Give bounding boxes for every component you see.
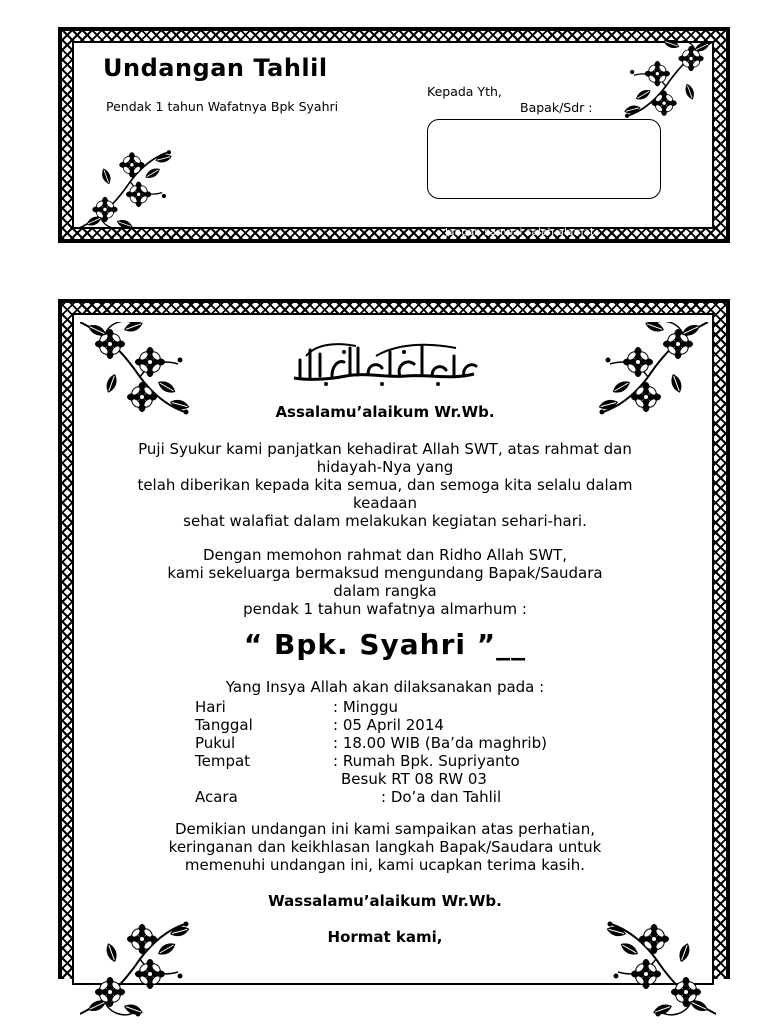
signature-heading: Hormat kami,	[327, 928, 443, 946]
schedule-intro: Yang Insya Allah akan dilaksanakan pada :	[225, 678, 545, 696]
detail-label: Tempat	[195, 752, 251, 770]
detail-label: Acara	[195, 788, 238, 806]
envelope-footer-note: Jangan sampai salah alamat	[445, 227, 595, 238]
detail-value: : Minggu	[333, 698, 398, 716]
recipient-label: Bapak/Sdr :	[520, 100, 593, 115]
paragraph-line: kami sekeluarga bermaksud mengundang Bapak/Saudara	[167, 564, 603, 582]
paragraph-line: memenuhi undangan ini, kami ucapkan terima kasih.	[184, 856, 586, 874]
envelope-subtitle: Pendak 1 tahun Wafatnya Bpk Syahri	[106, 99, 339, 114]
paragraph-line: telah diberikan kepada kita semua, dan semoga kita selalu dalam	[137, 476, 633, 494]
envelope-title: Undangan Tahlil	[103, 54, 328, 82]
closing-salutation: Wassalamu’alaikum Wr.Wb.	[268, 892, 502, 910]
greeting: Assalamu’alaikum Wr.Wb.	[275, 403, 495, 421]
deceased-name: “ Bpk. Syahri ”__	[243, 628, 527, 661]
detail-value: : 18.00 WIB (Ba’da maghrib)	[333, 734, 547, 752]
detail-value: Besuk RT 08 RW 03	[341, 770, 487, 788]
address-box[interactable]	[427, 119, 661, 199]
paragraph-line: hidayah-Nya yang	[316, 458, 454, 476]
recipient-heading: Kepada Yth,	[427, 84, 502, 99]
floral-corner-icon	[76, 148, 176, 228]
closing-paragraph	[75, 820, 695, 874]
paragraph-line: keringanan dan keikhlasan langkah Bapak/Saudara untuk	[168, 838, 602, 856]
opening-paragraph	[75, 440, 695, 530]
floral-corner-icon	[620, 40, 720, 120]
detail-value: : Rumah Bpk. Supriyanto	[333, 752, 520, 770]
paragraph-line: Puji Syukur kami panjatkan kehadirat Allah SWT, atas rahmat dan	[138, 440, 632, 458]
detail-value: : 05 April 2014	[333, 716, 444, 734]
detail-label: Hari	[195, 698, 226, 716]
detail-label: Pukul	[195, 734, 236, 752]
detail-label: Tanggal	[195, 716, 253, 734]
detail-value: : Do’a dan Tahlil	[381, 788, 502, 806]
paragraph-line: pendak 1 tahun wafatnya almarhum :	[243, 600, 527, 618]
paragraph-line: Dengan memohon rahmat dan Ridho Allah SWT,	[202, 546, 568, 564]
paragraph-line: keadaan	[353, 494, 417, 512]
paragraph-line: dalam rangka	[333, 582, 437, 600]
purpose-paragraph	[75, 546, 695, 618]
paragraph-line: Demikian undangan ini kami sampaikan atas perhatian,	[175, 820, 595, 838]
paragraph-line: sehat walafiat dalam melakukan kegiatan sehari-hari.	[183, 512, 587, 530]
basmalah-calligraphy-icon	[286, 338, 482, 388]
